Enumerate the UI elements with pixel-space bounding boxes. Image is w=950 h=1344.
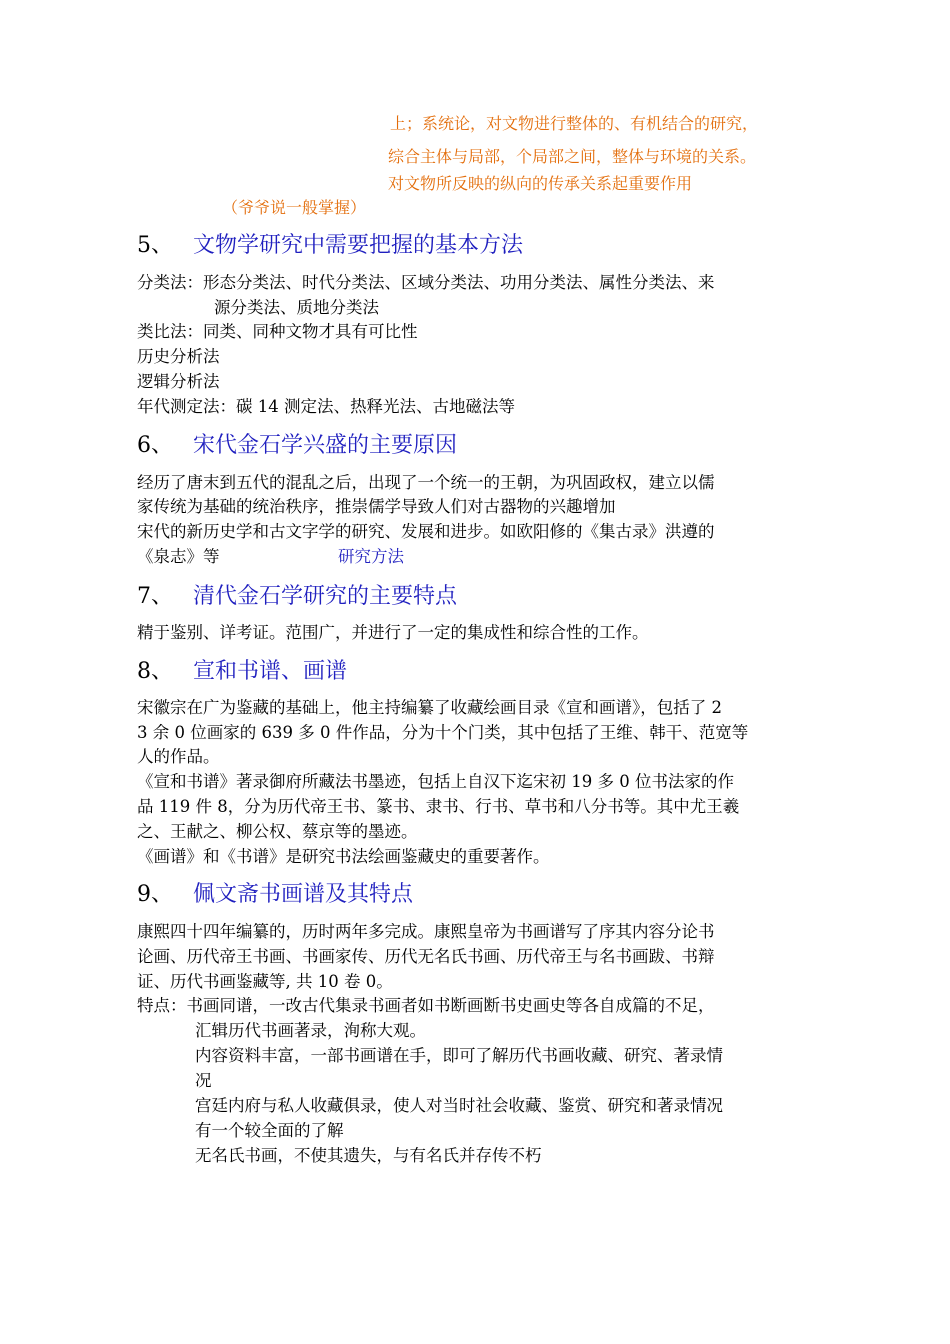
s9-line-2: 论画、历代帝王书画、书画家传、历代无名氏书画、历代帝王与名书画跋、书辩 (137, 947, 715, 966)
s6-line-1: 经历了唐末到五代的混乱之后，出现了一个统一的王朝，为巩固政权，建立以儒 (137, 473, 715, 492)
s9-line-4: 特点：书画同谱，一改古代集录书画者如书断画断书史画史等各自成篇的不足， (137, 996, 715, 1015)
section-5-heading (137, 233, 523, 259)
note-line-2: 综合主体与局部，个局部之间，整体与环境的关系。 (388, 147, 757, 166)
s8-line-5: 品 119 件 8，分为历代帝王书、篆书、隶书、行书、草书和八分书等。其中尤王羲 (137, 797, 740, 816)
s8-line-4: 《宣和书谱》著录御府所藏法书墨迹，包括上自汉下迄宋初 19 多 0 位书法家的作 (137, 772, 734, 791)
note-line-1: 上；系统论，对文物进行整体的、有机结合的研究， (390, 114, 759, 133)
section-6-number: 6、 (137, 433, 173, 458)
s9-line-6: 内容资料丰富，一部书画谱在手，即可了解历代书画收藏、研究、著录情 (195, 1046, 723, 1065)
section-6-title: 宋代金石学兴盛的主要原因 (193, 433, 458, 458)
note-line-3: 对文物所反映的纵向的传承关系起重要作用 (388, 174, 693, 193)
s7-line-1: 精于鉴别、详考证。范围广，并进行了一定的集成性和综合性的工作。 (137, 623, 649, 642)
s5-line-6: 年代测定法：碳 14 测定法、热释光法、古地磁法等 (137, 397, 515, 416)
s5-line-3: 类比法：同类、同种文物才具有可比性 (137, 322, 418, 341)
s5-line-1: 分类法：形态分类法、时代分类法、区域分类法、功用分类法、属性分类法、来 (137, 273, 715, 292)
s6-line-4: 《泉志》等 (137, 547, 220, 566)
s6-method-note: 研究方法 (338, 547, 404, 566)
section-8-number: 8、 (137, 659, 173, 684)
s5-line-5: 逻辑分析法 (137, 372, 220, 391)
s8-line-6: 之、王献之、柳公权、蔡京等的墨迹。 (137, 822, 418, 841)
s5-line-2: 源分类法、质地分类法 (214, 298, 379, 317)
s6-line-2: 家传统为基础的统治秩序，推崇儒学导致人们对古器物的兴趣增加 (137, 497, 616, 516)
s9-line-3: 证、历代书画鉴藏等, 共 10 卷 0。 (137, 972, 393, 991)
section-6-heading (137, 433, 457, 459)
s5-line-4: 历史分析法 (137, 347, 220, 366)
s8-line-7: 《画谱》和《书谱》是研究书法绘画鉴藏史的重要著作。 (137, 847, 550, 866)
note-line-4: （爷爷说一般掌握） (222, 198, 367, 217)
s8-line-2: 3 余 0 位画家的 639 多 0 件作品，分为十个门类，其中包括了王维、韩干、范宽等 (137, 723, 749, 742)
s8-line-3: 人的作品。 (137, 747, 220, 766)
section-8-heading (137, 659, 347, 685)
s6-line-3: 宋代的新历史学和古文字学的研究、发展和进步。如欧阳修的《集古录》洪遵的 (137, 522, 715, 541)
s9-line-5: 汇辑历代书画著录，洵称大观。 (195, 1021, 426, 1040)
section-7-heading (137, 584, 457, 610)
s9-line-8: 宫廷内府与私人收藏俱录，使人对当时社会收藏、鉴赏、研究和著录情况 (195, 1096, 723, 1115)
s9-line-1: 康熙四十四年编纂的，历时两年多完成。康熙皇帝为书画谱写了序其内容分论书 (137, 922, 715, 941)
section-5-number: 5、 (137, 233, 173, 258)
section-9-title: 佩文斋书画谱及其特点 (193, 882, 414, 907)
section-7-number: 7、 (137, 584, 173, 609)
section-7-title: 清代金石学研究的主要特点 (193, 584, 458, 609)
section-5-title: 文物学研究中需要把握的基本方法 (193, 233, 524, 258)
section-8-title: 宣和书谱、画谱 (193, 659, 348, 684)
s8-line-1: 宋徽宗在广为鉴藏的基础上，他主持编纂了收藏绘画目录《宣和画谱》，包括了 2 (137, 698, 722, 717)
section-9-heading (137, 882, 413, 908)
s9-line-10: 无名氏书画，不使其遗失，与有名氏并存传不朽 (195, 1146, 542, 1165)
s9-line-7: 况 (195, 1071, 212, 1090)
section-9-number: 9、 (137, 882, 173, 907)
s9-line-9: 有一个较全面的了解 (195, 1121, 344, 1140)
